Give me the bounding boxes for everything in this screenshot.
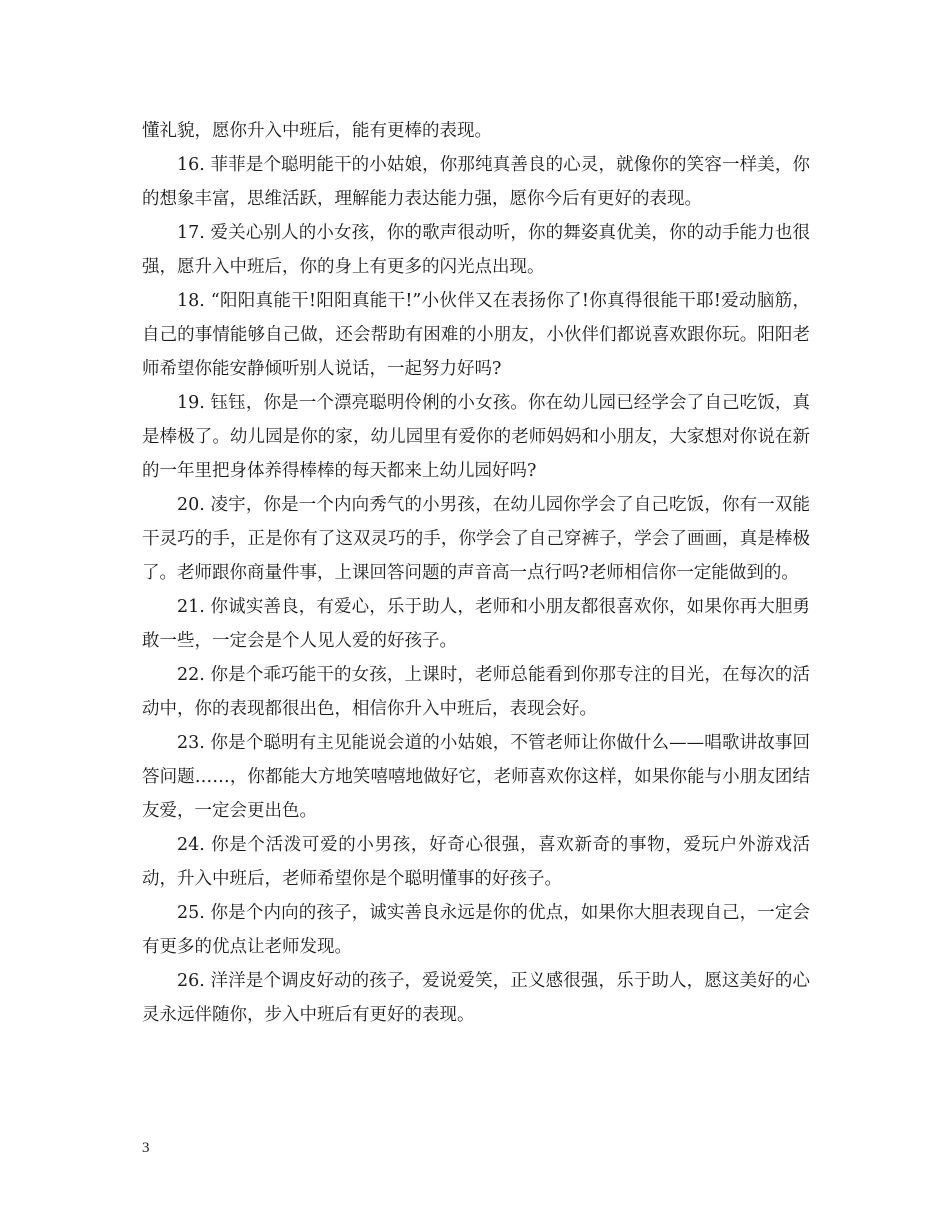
continuation-paragraph: 懂礼貌，愿你升入中班后，能有更棒的表现。 — [142, 121, 492, 141]
item-number: 24. — [177, 835, 205, 855]
item-number: 23. — [177, 733, 205, 753]
item-number: 20. — [177, 495, 205, 515]
page-number: 3 — [142, 1140, 150, 1156]
list-item — [142, 216, 810, 284]
list-item — [142, 896, 810, 964]
item-text: 你是个乖巧能干的女孩，上课时，老师总能看到你那专注的目光，在每次的活动中，你的表现都很出色，相信你升入中班后，表现会好。 — [142, 665, 810, 719]
item-number: 19. — [177, 393, 205, 413]
item-text: 钰钰，你是一个漂亮聪明伶俐的小女孩。你在幼儿园已经学会了自己吃饭，真是棒极了。幼儿园是你的家，幼儿园里有爱你的老师妈妈和小朋友，大家想对你说在新的一年里把身体养得棒棒的每天都来上幼儿园好吗? — [142, 393, 810, 481]
item-text: 你是个聪明有主见能说会道的小姑娘，不管老师让你做什么——唱歌讲故事回答问题……，你都能大方地笑嘻嘻地做好它，老师喜欢你这样，如果你能与小朋友团结友爱，一定会更出色。 — [142, 733, 810, 821]
comment-list — [142, 148, 810, 1032]
list-item — [142, 658, 810, 726]
item-number: 18. — [177, 291, 205, 311]
list-item — [142, 726, 810, 828]
list-item — [142, 284, 810, 386]
item-number: 22. — [177, 665, 205, 685]
item-text: 你诚实善良，有爱心，乐于助人，老师和小朋友都很喜欢你，如果你再大胆勇敢一些，一定会是个人见人爱的好孩子。 — [142, 597, 810, 651]
document-body — [142, 114, 810, 1032]
list-item — [142, 488, 810, 590]
item-number: 16. — [177, 155, 205, 175]
item-text: 爱关心别人的小女孩，你的歌声很动听，你的舞姿真优美，你的动手能力也很强，愿升入中班后，你的身上有更多的闪光点出现。 — [142, 223, 810, 277]
list-item — [142, 964, 810, 1032]
item-text: “阳阳真能干!阳阳真能干!”小伙伴又在表扬你了!你真得很能干耶!爱动脑筋，自己的事情能够自己做，还会帮助有困难的小朋友，小伙伴们都说喜欢跟你玩。阳阳老师希望你能安静倾听别人说话，一起努力好吗? — [142, 291, 810, 379]
list-item — [142, 590, 810, 658]
list-item — [142, 148, 810, 216]
item-number: 21. — [177, 597, 205, 617]
item-text: 凌宇，你是一个内向秀气的小男孩，在幼儿园你学会了自己吃饭，你有一双能干灵巧的手，正是你有了这双灵巧的手，你学会了自己穿裤子，学会了画画，真是棒极了。老师跟你商量件事，上课回答问题的声音高一点行吗?老师相信你一定能做到的。 — [142, 495, 810, 583]
item-number: 17. — [177, 223, 205, 243]
list-item — [142, 828, 810, 896]
item-text: 你是个活泼可爱的小男孩，好奇心很强，喜欢新奇的事物，爱玩户外游戏活动，升入中班后，老师希望你是个聪明懂事的好孩子。 — [142, 835, 810, 889]
item-number: 26. — [177, 971, 205, 991]
item-text: 你是个内向的孩子，诚实善良永远是你的优点，如果你大胆表现自己，一定会有更多的优点让老师发现。 — [142, 903, 810, 957]
item-text: 菲菲是个聪明能干的小姑娘，你那纯真善良的心灵，就像你的笑容一样美，你的想象丰富，思维活跃，理解能力表达能力强，愿你今后有更好的表现。 — [142, 155, 810, 209]
list-item — [142, 386, 810, 488]
item-number: 25. — [177, 903, 205, 923]
item-text: 洋洋是个调皮好动的孩子，爱说爱笑，正义感很强，乐于助人，愿这美好的心灵永远伴随你，步入中班后有更好的表现。 — [142, 971, 810, 1025]
